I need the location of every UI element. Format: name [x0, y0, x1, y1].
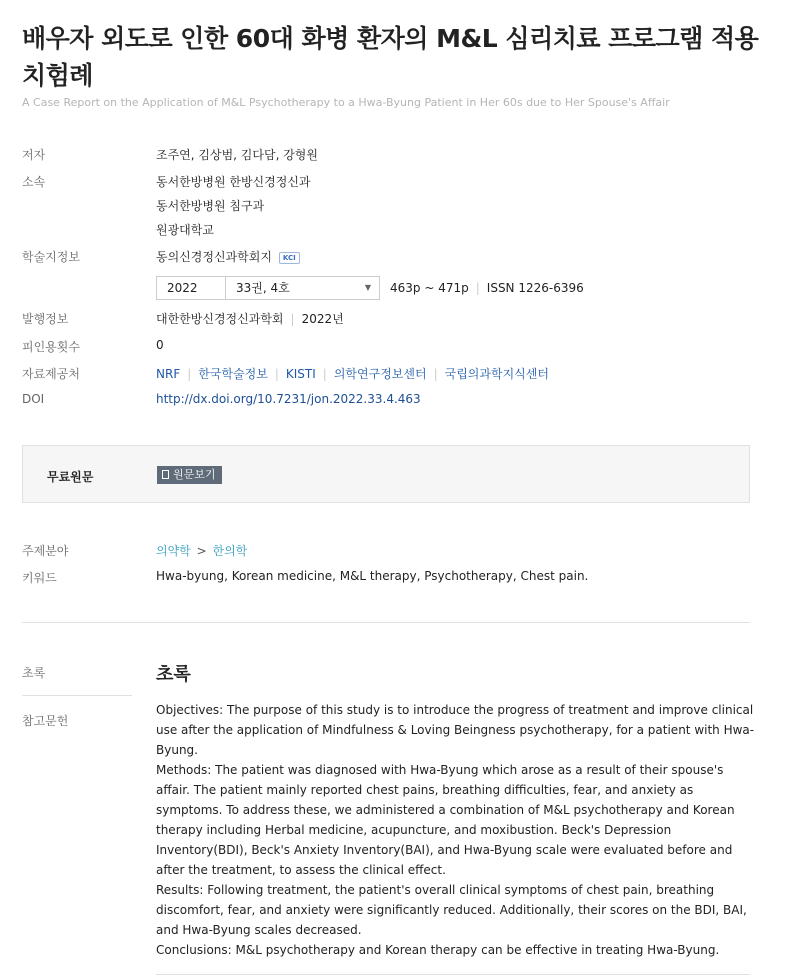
- abstract-bottom-divider: [156, 974, 750, 975]
- abstract-methods: Methods: The patient was diagnosed with Hwa-Byung which arose as a result of their spouse's affair. The patient mainly reported chest pains, breathing difficulties, fear, and anxiety as symptoms. To address these, we administered a combination of M&L psychotherapy and Korean therapy including Herbal medicine, acupuncture, and moxibustion. Beck's Depression Inventory(BDI), Beck's Anxiety Inventory(BAI), and Hwa-Byung scale were evaluated before and after the treatment, to assess the clinical effect.: [156, 763, 735, 877]
- publisher-info: 대한한방신경정신과학회 | 2022년: [156, 312, 344, 326]
- publisher-label: 발행정보: [22, 312, 69, 326]
- subject-breadcrumb: [156, 542, 247, 559]
- affiliation-1: 동서한방병원 한방신경정신과: [156, 175, 311, 189]
- pages-value: 463p ~ 471p: [390, 281, 469, 295]
- subject-category-link[interactable]: 의약학: [156, 544, 191, 558]
- chevron-right-icon: >: [196, 544, 207, 558]
- provider-link-kci[interactable]: 한국학술정보: [198, 367, 268, 381]
- abstract-heading: 초록: [156, 664, 191, 685]
- journal-name[interactable]: 동의신경정신과학회지: [156, 250, 272, 264]
- provider-link-nrf[interactable]: NRF: [156, 367, 181, 381]
- abstract-objectives: Objectives: The purpose of this study is to introduce the progress of treatment and improve clinical use after the application of Mindfulness & Loving Beingness psychotherapy, for a patient with Hwa-Byung.: [156, 703, 755, 757]
- provider-link-nmkc[interactable]: 국립의과학지식센터: [444, 367, 549, 381]
- free-access-label: 무료원문: [47, 470, 94, 484]
- authors-label: 저자: [22, 148, 46, 162]
- keywords-value: Hwa-byung, Korean medicine, M&L therapy, Psychotherapy, Chest pain.: [156, 569, 589, 583]
- pages-issn: 463p ~ 471p | ISSN 1226-6396: [390, 281, 584, 295]
- affiliation-2: 동서한방병원 침구과: [156, 199, 265, 213]
- journal-info: [156, 248, 300, 265]
- view-original-label: 원문보기: [173, 468, 216, 481]
- providers-list: NRF | 한국학술정보 | KISTI | 의학연구정보센터 | 국립의과학지식센터: [156, 367, 549, 381]
- page-title: 배우자 외도로 인한 60대 화병 환자의 M&L 심리치료 프로그램 적용 치험례: [22, 24, 759, 90]
- side-nav-references[interactable]: 참고문헌: [22, 714, 69, 728]
- view-original-button[interactable]: [157, 466, 222, 484]
- publisher-value: 대한한방신경정신과학회: [156, 312, 284, 326]
- abstract-results: Results: Following treatment, the patient's overall clinical symptoms of chest pain, breathing discomfort, fear, and anxiety were significantly reduced. Additionally, their scores on the BDI, BAI, and Hwa-Byung scales decreased.: [156, 883, 747, 937]
- volume-select-value: 33권, 4호: [236, 281, 290, 295]
- side-nav-divider: [22, 695, 132, 696]
- provider-link-medric[interactable]: 의학연구정보센터: [333, 367, 427, 381]
- year-select[interactable]: 2022: [156, 276, 226, 300]
- free-access-box: [22, 445, 750, 503]
- affiliation-label: 소속: [22, 175, 46, 189]
- volume-select[interactable]: [225, 276, 380, 300]
- abstract-body: [156, 700, 756, 960]
- provider-link-kisti[interactable]: KISTI: [285, 367, 316, 381]
- chevron-down-icon: ▼: [364, 283, 371, 292]
- document-icon: [162, 470, 169, 479]
- subject-label: 주제분야: [22, 544, 69, 558]
- doi-label: DOI: [22, 392, 45, 406]
- citations-label: 피인용횟수: [22, 340, 80, 354]
- side-nav-abstract[interactable]: 초록: [22, 666, 46, 680]
- affiliation-3: 원광대학교: [156, 223, 214, 237]
- english-subtitle: A Case Report on the Application of M&L Psychotherapy to a Hwa-Byung Patient in Her 60s due to Her Spouse's Affair: [22, 96, 670, 109]
- kci-badge: KCI: [279, 252, 300, 264]
- providers-label: 자료제공처: [22, 367, 80, 381]
- citations-value: 0: [156, 338, 164, 352]
- journal-label: 학술지정보: [22, 250, 80, 264]
- keywords-label: 키워드: [22, 571, 57, 585]
- publish-year: 2022년: [301, 312, 344, 326]
- doi-link[interactable]: http://dx.doi.org/10.7231/jon.2022.33.4.463: [156, 392, 421, 406]
- abstract-conclusions: Conclusions: M&L psychotherapy and Korean therapy can be effective in treating Hwa-Byung.: [156, 943, 720, 957]
- section-divider: [22, 622, 750, 623]
- authors-value[interactable]: 조주연, 김상범, 김다담, 강형원: [156, 148, 318, 162]
- issn-value: ISSN 1226-6396: [486, 281, 584, 295]
- subject-subcategory-link[interactable]: 한의학: [212, 544, 248, 558]
